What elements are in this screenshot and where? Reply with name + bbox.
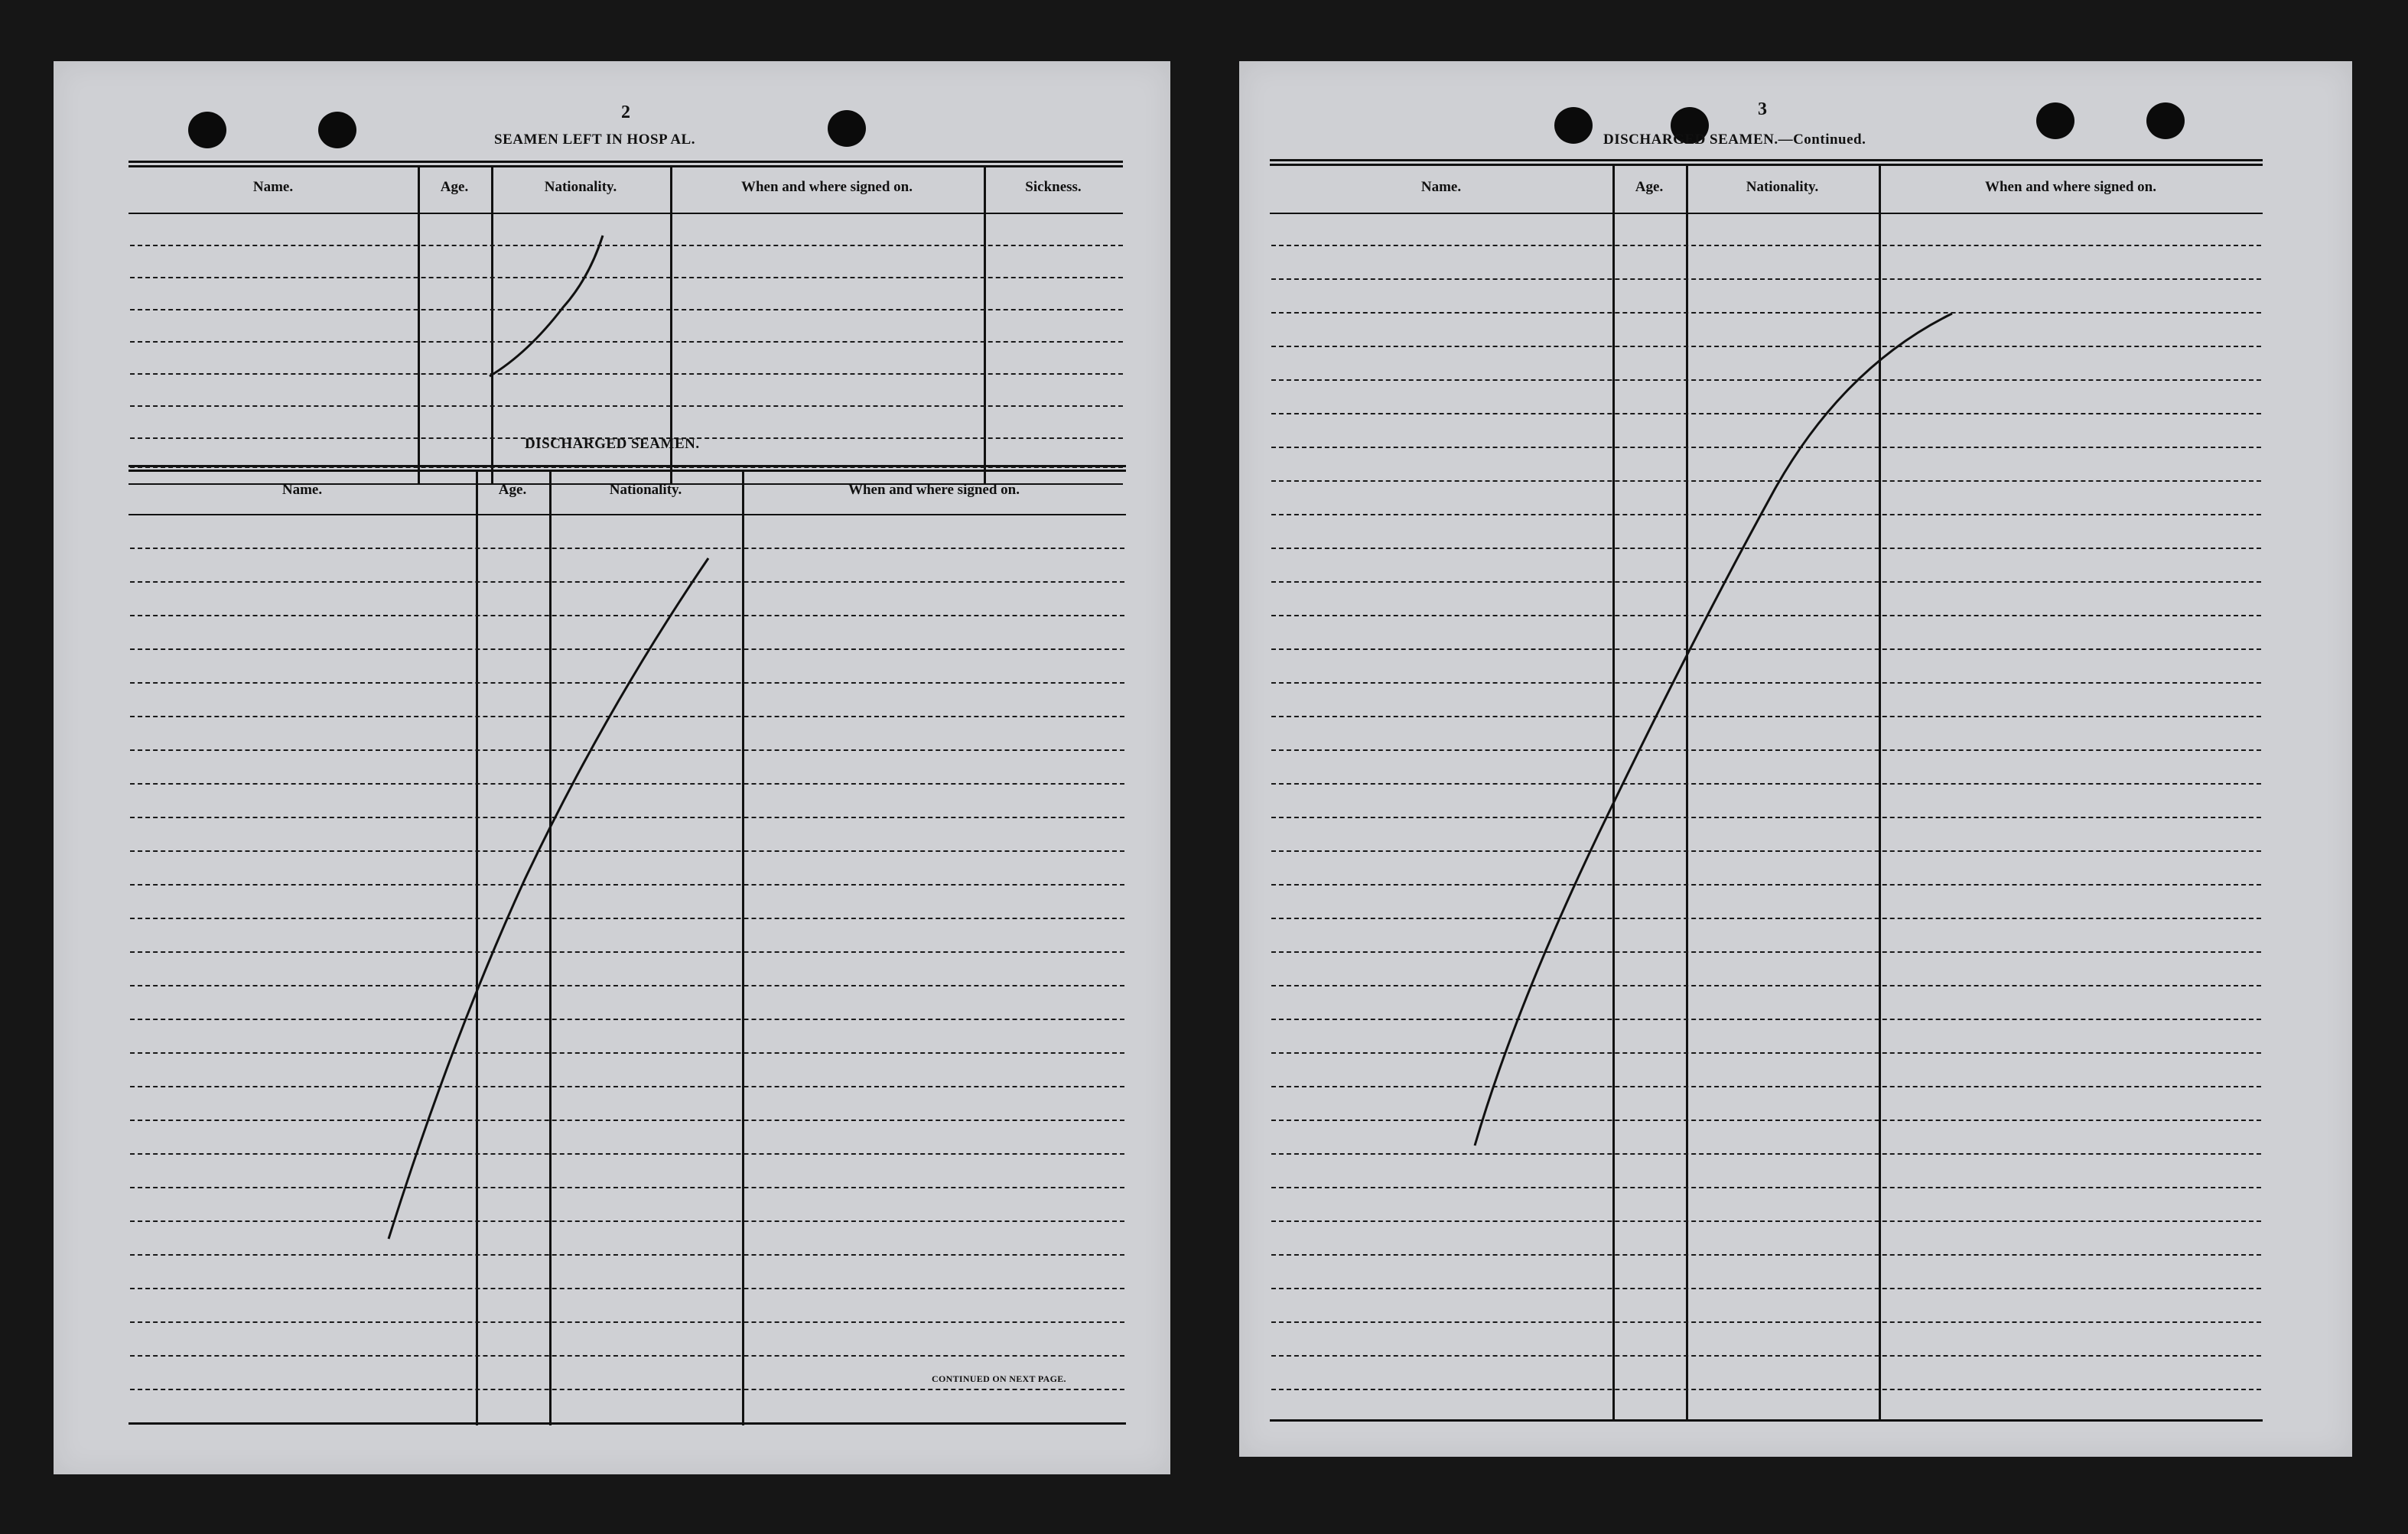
table-top-rule: [129, 470, 1126, 472]
ruled-line: [130, 1288, 1124, 1289]
page-number: 2: [621, 102, 630, 122]
ruled-line: [1271, 850, 2261, 852]
ruled-line: [130, 405, 1123, 407]
ruled-line: [130, 783, 1124, 785]
ruled-line: [130, 1355, 1124, 1357]
ruled-line: [130, 716, 1124, 717]
ruled-line: [1271, 1389, 2261, 1390]
ruled-line: [130, 1120, 1124, 1121]
ruled-line: [130, 1321, 1124, 1323]
column-header-nationality: Nationality.: [544, 179, 617, 195]
ruled-line: [1271, 447, 2261, 448]
ruled-line: [130, 1153, 1124, 1155]
ruled-line: [1271, 951, 2261, 953]
ruled-line: [130, 1389, 1124, 1390]
table-top-rule: [129, 165, 1123, 167]
pen-stroke: [389, 558, 708, 1239]
column-header-age: Age.: [498, 482, 527, 498]
column-header-name: Name.: [281, 482, 323, 498]
ruled-line: [130, 1052, 1124, 1054]
column-divider: [1686, 164, 1688, 1421]
ruled-line: [130, 1187, 1124, 1188]
column-header-name: Name.: [1420, 179, 1462, 195]
ruled-line: [130, 1019, 1124, 1020]
ruled-line: [1271, 278, 2261, 280]
punch-hole: [1554, 107, 1593, 144]
discharged-continued-section-title: DISCHARGED SEAMEN.—Continued.: [1603, 132, 1866, 148]
column-divider: [476, 470, 478, 1425]
table-top-rule: [1270, 159, 2263, 161]
ruled-line: [130, 309, 1123, 310]
ruled-line: [130, 850, 1124, 852]
ruled-line: [1271, 413, 2261, 414]
ruled-line: [1271, 884, 2261, 886]
table-top-rule: [1270, 164, 2263, 166]
table-header-rule: [129, 514, 1126, 515]
ruled-line: [1271, 1288, 2261, 1289]
ruled-line: [1271, 581, 2261, 583]
column-header-age: Age.: [440, 179, 469, 195]
ruled-line: [1271, 682, 2261, 684]
table-top-rule: [129, 161, 1123, 163]
column-divider: [549, 470, 552, 1425]
table-header-rule: [129, 213, 1123, 214]
ruled-line: [1271, 985, 2261, 986]
table-bottom-rule: [1270, 1419, 2263, 1422]
ruled-line: [130, 341, 1123, 343]
ruled-line: [130, 1254, 1124, 1256]
punch-hole: [2146, 102, 2185, 139]
ruled-line: [1271, 379, 2261, 381]
table-bottom-rule: [129, 1422, 1126, 1425]
ruled-line: [130, 373, 1123, 375]
ruled-line: [130, 918, 1124, 919]
ruled-line: [130, 884, 1124, 886]
punch-hole: [318, 112, 356, 148]
ruled-line: [130, 749, 1124, 751]
column-header-age: Age.: [1635, 179, 1664, 195]
ruled-line: [1271, 1220, 2261, 1222]
column-header-when-where-signed-on: When and where signed on.: [1984, 179, 2156, 195]
ruled-line: [130, 985, 1124, 986]
ruled-line: [1271, 1086, 2261, 1087]
ruled-line: [1271, 1153, 2261, 1155]
left-page: [54, 61, 1170, 1474]
column-header-when-where-signed-on: When and where signed on.: [848, 482, 1020, 498]
ruled-line: [1271, 716, 2261, 717]
ruled-line: [130, 615, 1124, 616]
punch-hole: [828, 110, 866, 147]
column-header-when-where-signed-on: When and where signed on.: [740, 179, 913, 195]
column-divider: [1879, 164, 1881, 1421]
ruled-line: [1271, 749, 2261, 751]
ruled-line: [1271, 514, 2261, 515]
ruled-line: [1271, 1019, 2261, 1020]
ruled-line: [1271, 615, 2261, 616]
column-header-nationality: Nationality.: [609, 482, 682, 498]
hospital-section-title: SEAMEN LEFT IN HOSP AL.: [494, 132, 695, 148]
ruled-line: [1271, 548, 2261, 549]
ruled-line: [130, 1086, 1124, 1087]
punch-hole: [2036, 102, 2074, 139]
ruled-line: [1271, 1187, 2261, 1188]
ruled-line: [130, 277, 1123, 278]
ruled-line: [130, 245, 1123, 246]
ruled-line: [1271, 817, 2261, 818]
table-header-rule: [1270, 213, 2263, 214]
ruled-line: [130, 581, 1124, 583]
ruled-line: [130, 648, 1124, 650]
column-divider: [742, 470, 744, 1425]
pen-stroke: [490, 236, 603, 376]
ruled-line: [1271, 1120, 2261, 1121]
ruled-line: [130, 1220, 1124, 1222]
column-header-nationality: Nationality.: [1746, 179, 1819, 195]
discharged-section-title: DISCHARGED SEAMEN.: [525, 436, 700, 452]
ruled-line: [130, 682, 1124, 684]
pen-strokes: [54, 61, 1170, 1474]
right-page: [1239, 61, 2352, 1457]
ruled-line: [1271, 346, 2261, 347]
ruled-line: [1271, 1321, 2261, 1323]
page-number: 3: [1758, 99, 1767, 119]
pen-strokes: [1239, 61, 2352, 1457]
ruled-line: [1271, 648, 2261, 650]
ruled-line: [1271, 918, 2261, 919]
ruled-line: [130, 951, 1124, 953]
punch-hole: [188, 112, 226, 148]
column-divider: [1612, 164, 1615, 1421]
ruled-line: [1271, 480, 2261, 482]
table-top-rule: [129, 465, 1126, 467]
ruled-line: [1271, 1052, 2261, 1054]
column-header-sickness: Sickness.: [1025, 179, 1082, 195]
column-header-name: Name.: [252, 179, 294, 195]
ruled-line: [1271, 1254, 2261, 1256]
ruled-line: [130, 817, 1124, 818]
continued-note: CONTINUED ON NEXT PAGE.: [932, 1373, 1066, 1384]
ruled-line: [1271, 245, 2261, 246]
ruled-line: [130, 548, 1124, 549]
ruled-line: [1271, 783, 2261, 785]
ruled-line: [1271, 1355, 2261, 1357]
ruled-line: [1271, 312, 2261, 314]
